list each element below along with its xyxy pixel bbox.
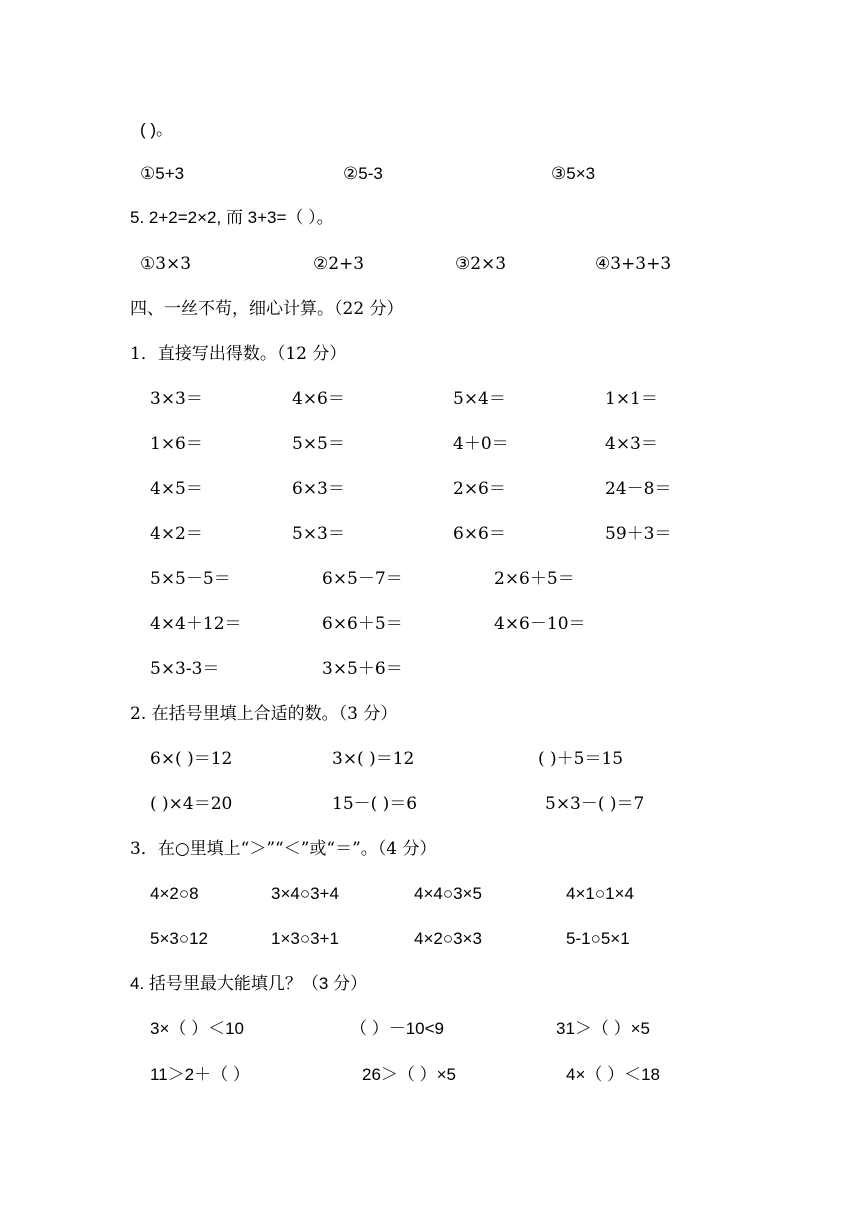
section-4-title: 四、一丝不苟，细心计算。（22 分） [130, 299, 404, 319]
part-2-title: 2. 在括号里填上合适的数。（3 分） [130, 704, 398, 724]
problem: 2×6＝ [453, 479, 506, 499]
problem: ( )×4＝20 [150, 794, 233, 814]
problem: 6×5－7＝ [322, 569, 403, 589]
problem: 4＋0＝ [453, 434, 509, 454]
problem: 5-1○5×1 [566, 929, 630, 948]
problem: 6×( )＝12 [150, 749, 233, 769]
question-4-blank-line: ( )。 [140, 120, 174, 139]
problem: 2×6＋5＝ [494, 569, 575, 589]
problem: 4×3＝ [605, 434, 658, 454]
problem: 4×1○1×4 [566, 884, 634, 903]
problem: 4×（ ）＜18 [566, 1065, 661, 1084]
option-3: ③5×3 [551, 164, 596, 183]
problem: 1×3○3+1 [271, 929, 339, 948]
problem: 5×3＝ [292, 524, 345, 544]
problem: 4×5＝ [150, 479, 203, 499]
option-2: ②5-3 [343, 164, 383, 183]
problem: 3×5＋6＝ [322, 659, 403, 679]
problem: 11＞2＋（ ） [150, 1065, 250, 1084]
problem: 4×4○3×5 [414, 884, 482, 903]
problem: 15－( )＝6 [332, 794, 418, 814]
problem: 5×4＝ [453, 389, 506, 409]
problem: 1×1＝ [605, 389, 658, 409]
part-4-title: 4. 括号里最大能填几？（3 分） [130, 974, 368, 993]
problem: 5×3-3＝ [150, 659, 220, 679]
problem: 5×3○12 [150, 929, 209, 948]
problem: 4×4＋12＝ [150, 614, 242, 634]
problem: 3×（ ）＜10 [150, 1019, 245, 1038]
problem: 3×3＝ [150, 389, 203, 409]
part-3-title: 3．在○里填上“＞”“＜”或“＝”。（4 分） [130, 839, 437, 859]
part-1-title: 1．直接写出得数。（12 分） [130, 344, 347, 364]
problem: 5×5－5＝ [150, 569, 231, 589]
problem: 26＞（ ）×5 [362, 1065, 457, 1084]
problem: 31＞（ ）×5 [556, 1019, 651, 1038]
question-5-text: 5. 2+2=2×2, 而 3+3=（ ）。 [130, 208, 334, 227]
option-4: ④3+3+3 [595, 254, 672, 274]
problem: 3×4○3+4 [271, 884, 339, 903]
problem: 24－8＝ [605, 479, 672, 499]
problem: 3×( )＝12 [332, 749, 415, 769]
problem: 4×2○8 [150, 884, 199, 903]
option-1: ①3×3 [140, 254, 192, 274]
problem: 4×6－10＝ [494, 614, 586, 634]
problem: 6×6＋5＝ [322, 614, 403, 634]
problem: 5×5＝ [292, 434, 345, 454]
problem: 4×6＝ [292, 389, 345, 409]
problem: 6×3＝ [292, 479, 345, 499]
problem: 6×6＝ [453, 524, 506, 544]
problem: 5×3－( )＝7 [545, 794, 645, 814]
option-3: ③2×3 [455, 254, 507, 274]
problem: （ ）－10<9 [350, 1019, 445, 1038]
option-1: ①5+3 [140, 164, 185, 183]
problem: 4×2＝ [150, 524, 203, 544]
problem: 59＋3＝ [605, 524, 672, 544]
problem: 1×6＝ [150, 434, 203, 454]
problem: 4×2○3×3 [414, 929, 482, 948]
option-2: ②2+3 [313, 254, 365, 274]
problem: ( )＋5＝15 [538, 749, 624, 769]
